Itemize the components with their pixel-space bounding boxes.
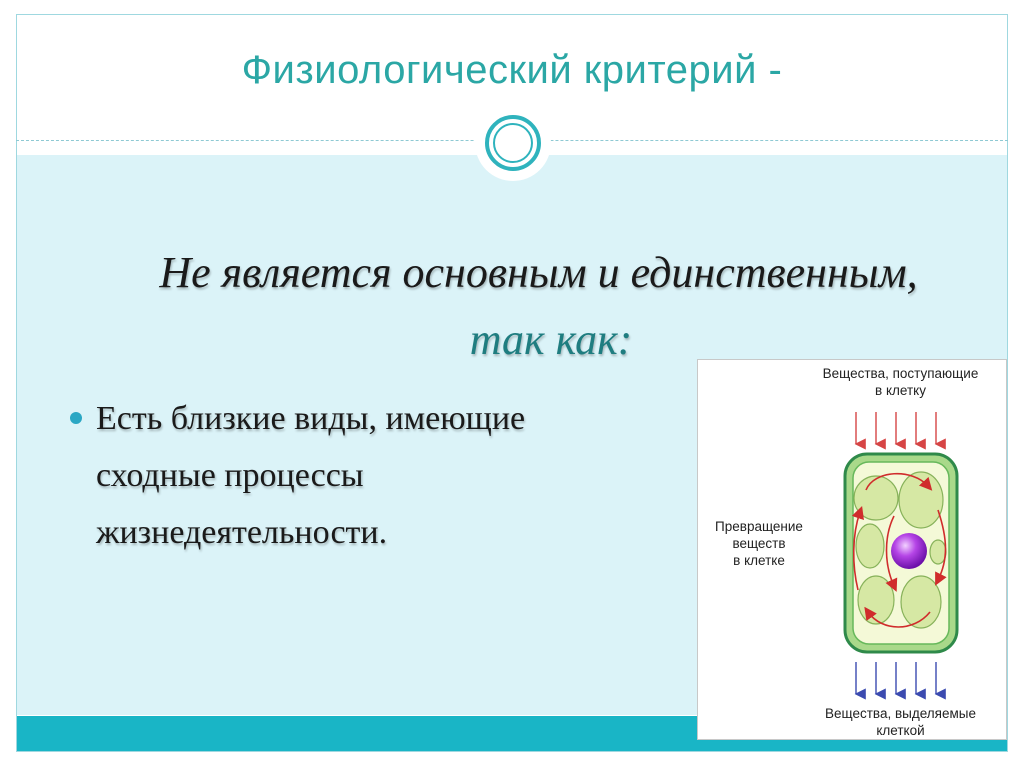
slide-title: Физиологический критерий - (241, 48, 783, 92)
label-transformation-line-2: веществ (732, 536, 786, 551)
heading-line-1: Не является основным и единственным, (159, 248, 918, 297)
nucleus-icon (891, 533, 927, 569)
bullet-line: Есть близкие виды, имеющие (96, 400, 526, 437)
cell-metabolism-diagram (697, 359, 1007, 740)
label-transformation (704, 518, 814, 569)
cell-body (845, 454, 957, 652)
label-outgoing (793, 705, 1008, 739)
label-incoming-line-1: Вещества, поступающие (822, 366, 979, 381)
label-incoming-line-2: в клетку (875, 383, 926, 398)
label-transformation-line-1: Превращение (715, 519, 803, 534)
label-incoming (793, 365, 1008, 399)
bullet-line: сходные процессы (96, 457, 364, 494)
label-transformation-line-3: в клетке (733, 553, 785, 568)
circle-ornament-icon (475, 105, 551, 181)
bullet-dot-icon (70, 412, 82, 424)
bullet-list (64, 390, 664, 561)
outgoing-arrows (856, 662, 936, 694)
heading-line-2: так как: (469, 315, 633, 364)
bullet-line: жизнедеятельности. (96, 514, 388, 551)
label-outgoing-line-2: клеткой (876, 723, 925, 738)
label-outgoing-line-1: Вещества, выделяемые (825, 706, 976, 721)
incoming-arrows (856, 412, 936, 444)
